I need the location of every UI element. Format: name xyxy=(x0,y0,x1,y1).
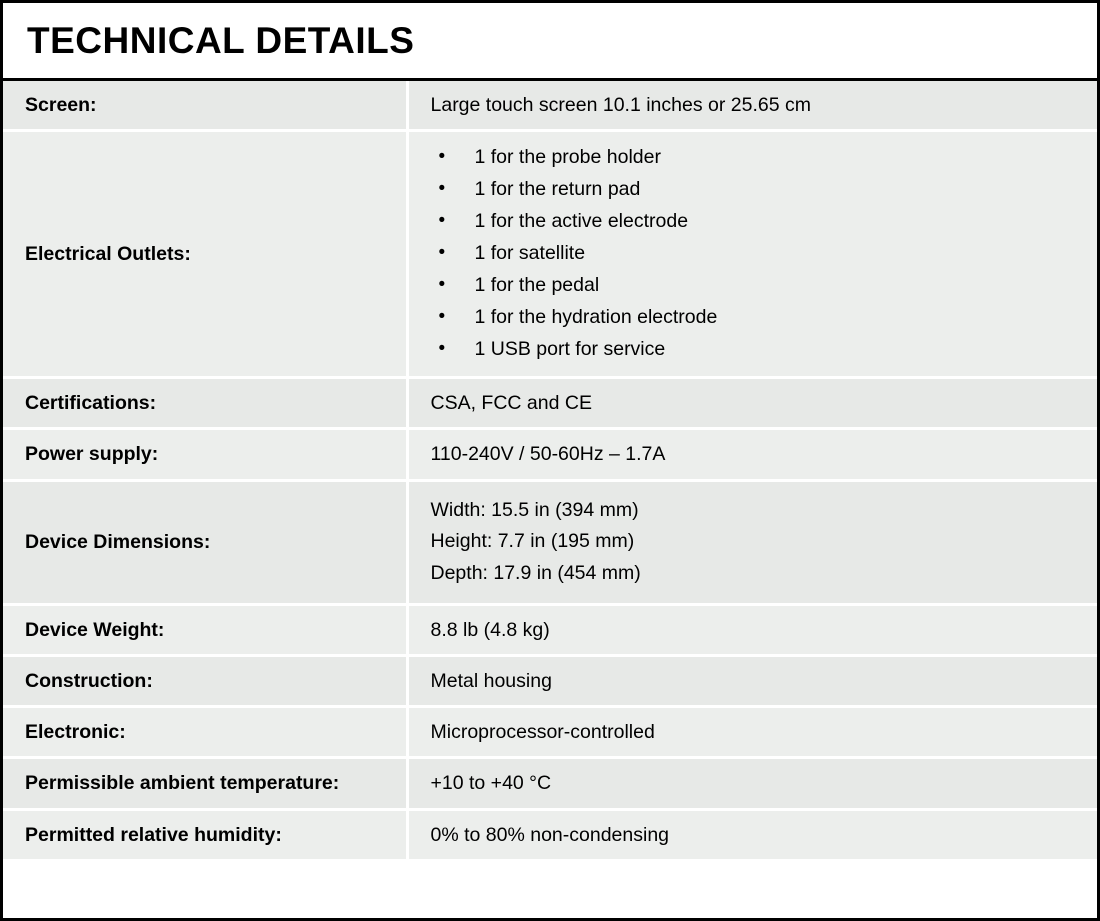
row-value: Microprocessor-controlled xyxy=(407,707,1097,758)
page-title: TECHNICAL DETAILS xyxy=(27,20,415,61)
dimension-width: Width: 15.5 in (394 mm) xyxy=(430,498,639,521)
row-value: 8.8 lb (4.8 kg) xyxy=(407,604,1097,655)
table-row xyxy=(3,131,1097,378)
row-value: CSA, FCC and CE xyxy=(407,378,1097,429)
electrical-outlets-list xyxy=(431,142,1076,366)
dimension-height: Height: 7.7 in (195 mm) xyxy=(430,530,635,553)
row-label: Permissible ambient temperature: xyxy=(3,758,407,809)
list-item: • 1 USB port for service xyxy=(431,334,1076,366)
table-row xyxy=(3,378,1097,429)
table-row xyxy=(3,81,1097,131)
row-label: Screen: xyxy=(3,81,407,131)
row-label: Electrical Outlets: xyxy=(3,131,407,378)
sheet-header xyxy=(3,3,1097,81)
list-item: • 1 for the return pad xyxy=(431,174,1076,206)
row-value: +10 to +40 °C xyxy=(407,758,1097,809)
list-item: • 1 for the pedal xyxy=(431,270,1076,302)
row-value: Large touch screen 10.1 inches or 25.65 cm xyxy=(407,81,1097,131)
list-item: • 1 for satellite xyxy=(431,238,1076,270)
table-row xyxy=(3,655,1097,706)
list-item: • 1 for the hydration electrode xyxy=(431,302,1076,334)
row-value xyxy=(407,480,1097,604)
table-row xyxy=(3,604,1097,655)
dimension-depth: Depth: 17.9 in (454 mm) xyxy=(430,561,641,584)
row-value xyxy=(407,131,1097,378)
table-row xyxy=(3,429,1097,480)
table-row xyxy=(3,809,1097,859)
row-label: Certifications: xyxy=(3,378,407,429)
row-value: Metal housing xyxy=(407,655,1097,706)
row-label: Device Weight: xyxy=(3,604,407,655)
row-value: 110-240V / 50-60Hz – 1.7A xyxy=(407,429,1097,480)
row-label: Construction: xyxy=(3,655,407,706)
table-row xyxy=(3,758,1097,809)
list-item: • 1 for the active electrode xyxy=(431,206,1076,238)
technical-details-table xyxy=(3,81,1097,859)
table-row xyxy=(3,707,1097,758)
row-value: 0% to 80% non-condensing xyxy=(407,809,1097,859)
row-label: Power supply: xyxy=(3,429,407,480)
row-label: Electronic: xyxy=(3,707,407,758)
row-label: Device Dimensions: xyxy=(3,480,407,604)
row-label: Permitted relative humidity: xyxy=(3,809,407,859)
table-row xyxy=(3,480,1097,604)
list-item: • 1 for the probe holder xyxy=(431,142,1076,174)
